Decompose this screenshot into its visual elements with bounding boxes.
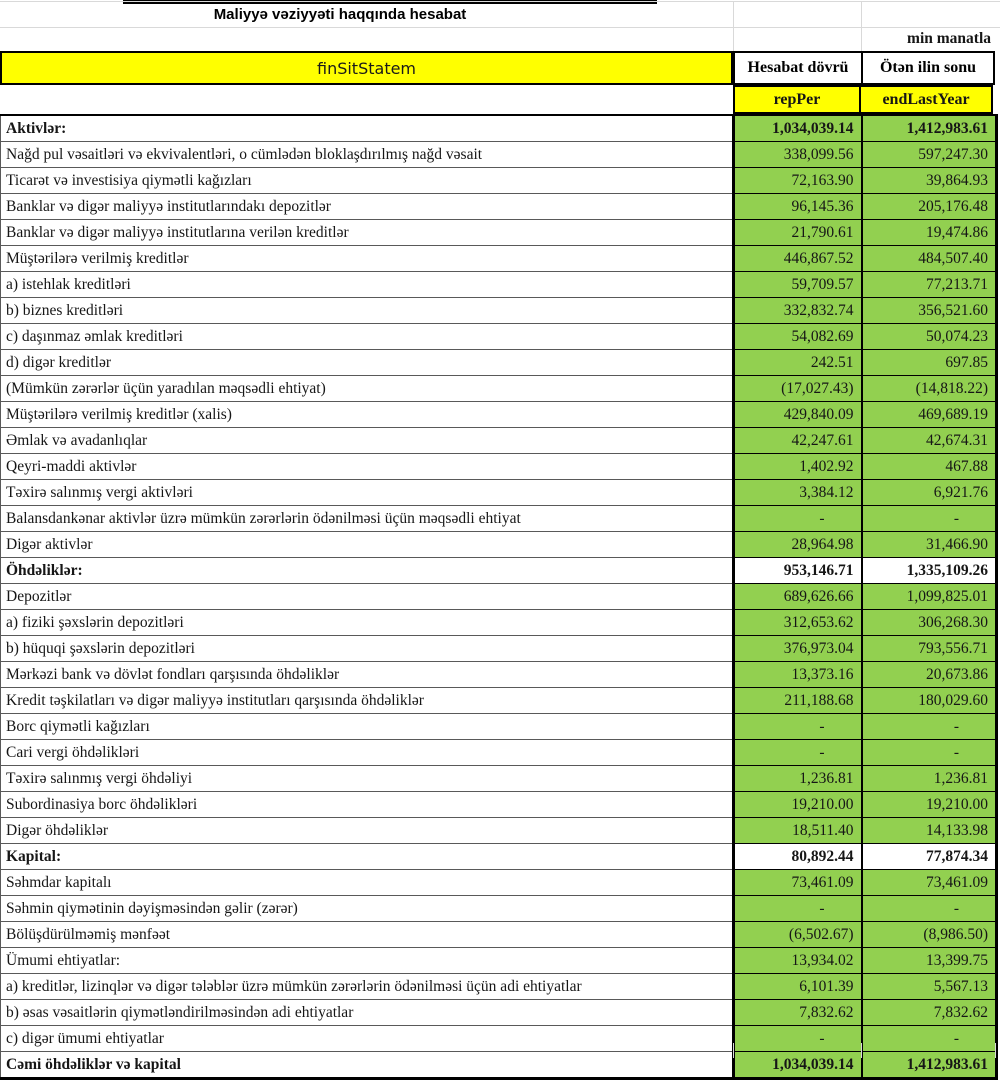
- row-label-cell[interactable]: (Mümkün zərərlər üçün yaradılan məqsədli ehtiyat): [1, 376, 734, 402]
- rep-per-value-cell[interactable]: 13,373.16: [734, 662, 862, 688]
- table-row: [1, 662, 997, 688]
- form-code-cell[interactable]: [0, 51, 733, 85]
- end-last-year-value-cell[interactable]: (14,818.22): [862, 376, 997, 402]
- row-label-cell[interactable]: Banklar və digər maliyyə institutlarındakı depozitlər: [1, 194, 734, 220]
- table-row: [1, 220, 997, 246]
- table-row: [1, 558, 997, 584]
- gridline: [0, 1, 1000, 2]
- table-row: [1, 402, 997, 428]
- header-row: [0, 51, 995, 85]
- rep-per-value-cell[interactable]: 54,082.69: [734, 324, 862, 350]
- rep-per-value-cell[interactable]: 332,832.74: [734, 298, 862, 324]
- row-label-cell[interactable]: Təxirə salınmış vergi öhdəliyi: [1, 766, 734, 792]
- table-row: [1, 142, 997, 168]
- rep-per-value-cell[interactable]: 73,461.09: [734, 870, 862, 896]
- statement-table-body: [1, 115, 997, 1079]
- row-label-cell[interactable]: Öhdəliklər:: [1, 558, 734, 584]
- table-row: [1, 506, 997, 532]
- rep-per-value-cell[interactable]: 80,892.44: [734, 844, 862, 870]
- rep-per-code-label: repPer: [773, 90, 821, 108]
- statement-table: [0, 114, 998, 1080]
- end-last-year-value-cell[interactable]: 14,133.98: [862, 818, 997, 844]
- report-title: Maliyyə vəziyyəti haqqında hesabat: [213, 6, 467, 23]
- rep-per-value-cell[interactable]: 953,146.71: [734, 558, 862, 584]
- end-last-year-value-cell[interactable]: 20,673.86: [862, 662, 997, 688]
- row-label-cell[interactable]: Qeyri-maddi aktivlər: [1, 454, 734, 480]
- table-row: [1, 428, 997, 454]
- end-last-year-value-cell[interactable]: -: [862, 896, 997, 922]
- row-label-cell[interactable]: a) kreditlər, lizinqlər və digər tələblər üzrə mümkün zərərlərin ödənilməsi üçün adi ehtiyatlar: [1, 974, 734, 1000]
- row-label-cell[interactable]: Mərkəzi bank və dövlət fondları qarşısında öhdəliklər: [1, 662, 734, 688]
- end-last-year-value-cell[interactable]: 1,412,983.61: [862, 115, 997, 142]
- row-label-cell[interactable]: d) digər kreditlər: [1, 350, 734, 376]
- end-last-year-value-cell[interactable]: -: [862, 506, 997, 532]
- row-label-cell[interactable]: b) biznes kreditləri: [1, 298, 734, 324]
- end-last-year-value-cell[interactable]: 1,412,983.61: [862, 1052, 997, 1079]
- row-label-cell[interactable]: Depozitlər: [1, 584, 734, 610]
- rep-per-value-cell[interactable]: 96,145.36: [734, 194, 862, 220]
- table-row: [1, 324, 997, 350]
- rep-per-value-cell[interactable]: -: [734, 740, 862, 766]
- end-last-year-value-cell[interactable]: 77,874.34: [862, 844, 997, 870]
- end-last-year-value-cell[interactable]: 597,247.30: [862, 142, 997, 168]
- rep-per-value-cell[interactable]: 18,511.40: [734, 818, 862, 844]
- table-row: [1, 1000, 997, 1026]
- end-last-year-value-cell[interactable]: 356,521.60: [862, 298, 997, 324]
- table-row: [1, 688, 997, 714]
- row-label-cell[interactable]: Təxirə salınmış vergi aktivləri: [1, 480, 734, 506]
- end-last-year-value-cell[interactable]: 6,921.76: [862, 480, 997, 506]
- table-row: [1, 1026, 997, 1052]
- row-label-cell[interactable]: Digər öhdəliklər: [1, 818, 734, 844]
- table-row: [1, 636, 997, 662]
- report-title-cell[interactable]: [25, 3, 655, 27]
- row-label-cell[interactable]: Ümumi ehtiyatlar:: [1, 948, 734, 974]
- row-label-cell[interactable]: b) əsas vəsaitlərin qiymətləndirilməsindən adi ehtiyatlar: [1, 1000, 734, 1026]
- table-row: [1, 115, 997, 142]
- table-row: [1, 766, 997, 792]
- gridline: [995, 1043, 996, 1058]
- code-row-spacer: [0, 85, 733, 114]
- rep-per-value-cell[interactable]: -: [734, 714, 862, 740]
- row-label-cell[interactable]: Müştərilərə verilmiş kreditlər (xalis): [1, 402, 734, 428]
- rep-per-value-cell[interactable]: 1,402.92: [734, 454, 862, 480]
- row-label-cell[interactable]: a) istehlak kreditləri: [1, 272, 734, 298]
- table-row: [1, 896, 997, 922]
- row-label-cell[interactable]: Kapital:: [1, 844, 734, 870]
- rep-per-value-cell[interactable]: 6,101.39: [734, 974, 862, 1000]
- rep-per-value-cell[interactable]: 446,867.52: [734, 246, 862, 272]
- table-row: [1, 532, 997, 558]
- gridline: [861, 1043, 862, 1058]
- table-row: [1, 168, 997, 194]
- rep-per-value-cell[interactable]: (6,502.67): [734, 922, 862, 948]
- end-last-year-value-cell[interactable]: 697.85: [862, 350, 997, 376]
- rep-per-value-cell[interactable]: 21,790.61: [734, 220, 862, 246]
- end-last-year-value-cell[interactable]: -: [862, 714, 997, 740]
- table-row: [1, 454, 997, 480]
- row-label-cell[interactable]: a) fiziki şəxslərin depozitləri: [1, 610, 734, 636]
- rep-per-value-cell[interactable]: 242.51: [734, 350, 862, 376]
- row-label-cell[interactable]: Əmlak və avadanlıqlar: [1, 428, 734, 454]
- end-last-year-value-cell[interactable]: 205,176.48: [862, 194, 997, 220]
- row-label-cell[interactable]: c) daşınmaz əmlak kreditləri: [1, 324, 734, 350]
- gridline: [0, 27, 1000, 28]
- code-row: [0, 85, 995, 114]
- table-row: [1, 298, 997, 324]
- rep-per-value-cell[interactable]: 19,210.00: [734, 792, 862, 818]
- row-label-cell[interactable]: Cari vergi öhdəlikləri: [1, 740, 734, 766]
- end-last-year-value-cell[interactable]: -: [862, 1026, 997, 1052]
- rep-per-value-cell[interactable]: 28,964.98: [734, 532, 862, 558]
- end-last-year-value-cell[interactable]: 7,832.62: [862, 1000, 997, 1026]
- table-row: [1, 584, 997, 610]
- table-row: [1, 818, 997, 844]
- end-last-year-value-cell[interactable]: 42,674.31: [862, 428, 997, 454]
- row-label-cell[interactable]: Bölüşdürülməmiş mənfəət: [1, 922, 734, 948]
- gridline: [733, 2, 734, 51]
- rep-per-value-cell[interactable]: 42,247.61: [734, 428, 862, 454]
- row-label-cell[interactable]: Subordinasiya borc öhdəlikləri: [1, 792, 734, 818]
- end-last-year-header-label: Ötən ilin sonu: [879, 59, 977, 76]
- row-label-cell[interactable]: Ticarət və investisiya qiymətli kağızları: [1, 168, 734, 194]
- rep-per-value-cell[interactable]: 211,188.68: [734, 688, 862, 714]
- row-label-cell[interactable]: Müştərilərə verilmiş kreditlər: [1, 246, 734, 272]
- table-row: [1, 922, 997, 948]
- end-last-year-value-cell[interactable]: 39,864.93: [862, 168, 997, 194]
- end-last-year-value-cell[interactable]: 793,556.71: [862, 636, 997, 662]
- rep-per-value-cell[interactable]: 429,840.09: [734, 402, 862, 428]
- row-label-cell[interactable]: Balansdankənar aktivlər üzrə mümkün zərərlərin ödənilməsi üçün məqsədli ehtiyat: [1, 506, 734, 532]
- row-label-cell[interactable]: Nağd pul vəsaitləri və ekvivalentləri, o cümlədən bloklaşdırılmış nağd vəsait: [1, 142, 734, 168]
- rep-per-value-cell[interactable]: 7,832.62: [734, 1000, 862, 1026]
- rep-per-value-cell[interactable]: -: [734, 1026, 862, 1052]
- end-last-year-value-cell[interactable]: 5,567.13: [862, 974, 997, 1000]
- table-row: [1, 376, 997, 402]
- row-label-cell[interactable]: Digər aktivlər: [1, 532, 734, 558]
- row-label-cell[interactable]: c) digər ümumi ehtiyatlar: [1, 1026, 734, 1052]
- end-last-year-value-cell[interactable]: 13,399.75: [862, 948, 997, 974]
- gridline: [733, 1043, 734, 1058]
- rep-per-value-cell[interactable]: 1,034,039.14: [734, 115, 862, 142]
- row-label-cell[interactable]: Aktivlər:: [1, 115, 734, 142]
- end-last-year-value-cell[interactable]: 180,029.60: [862, 688, 997, 714]
- table-row: [1, 350, 997, 376]
- end-last-year-value-cell[interactable]: 469,689.19: [862, 402, 997, 428]
- rep-per-value-cell[interactable]: 376,973.04: [734, 636, 862, 662]
- row-label-cell[interactable]: Səhmdar kapitalı: [1, 870, 734, 896]
- rep-per-value-cell[interactable]: 1,034,039.14: [734, 1052, 862, 1079]
- table-row: [1, 480, 997, 506]
- table-row: [1, 870, 997, 896]
- rep-per-value-cell[interactable]: (17,027.43): [734, 376, 862, 402]
- row-label-cell[interactable]: b) hüquqi şəxslərin depozitləri: [1, 636, 734, 662]
- end-last-year-value-cell[interactable]: 1,236.81: [862, 766, 997, 792]
- end-last-year-value-cell[interactable]: 77,213.71: [862, 272, 997, 298]
- end-last-year-header-cell[interactable]: [861, 51, 995, 85]
- end-last-year-value-cell[interactable]: 1,099,825.01: [862, 584, 997, 610]
- rep-per-value-cell[interactable]: 72,163.90: [734, 168, 862, 194]
- end-last-year-value-cell[interactable]: 50,074.23: [862, 324, 997, 350]
- rep-per-value-cell[interactable]: 1,236.81: [734, 766, 862, 792]
- row-label-cell[interactable]: Səhmin qiymətinin dəyişməsindən gəlir (zərər): [1, 896, 734, 922]
- rep-per-value-cell[interactable]: -: [734, 506, 862, 532]
- table-row: [1, 974, 997, 1000]
- row-label-cell[interactable]: Cəmi öhdəliklər və kapital: [1, 1052, 734, 1079]
- end-last-year-value-cell[interactable]: 467.88: [862, 454, 997, 480]
- rep-per-value-cell[interactable]: 59,709.57: [734, 272, 862, 298]
- row-label-cell[interactable]: Kredit təşkilatları və digər maliyyə institutları qarşısında öhdəliklər: [1, 688, 734, 714]
- table-row: [1, 792, 997, 818]
- rep-per-value-cell[interactable]: 338,099.56: [734, 142, 862, 168]
- table-row: [1, 740, 997, 766]
- end-last-year-value-cell[interactable]: 484,507.40: [862, 246, 997, 272]
- row-label-cell[interactable]: Borc qiymətli kağızları: [1, 714, 734, 740]
- reporting-period-header-label: Hesabat dövrü: [747, 59, 849, 76]
- end-last-year-code-label: endLastYear: [882, 90, 970, 108]
- form-code-label: finSitStatem: [316, 58, 417, 78]
- reporting-period-header-cell[interactable]: [733, 51, 861, 85]
- rep-per-value-cell[interactable]: -: [734, 896, 862, 922]
- rep-per-value-cell[interactable]: 13,934.02: [734, 948, 862, 974]
- end-last-year-value-cell[interactable]: 31,466.90: [862, 532, 997, 558]
- row-label-cell[interactable]: Banklar və digər maliyyə institutlarına verilən kreditlər: [1, 220, 734, 246]
- table-row: [1, 948, 997, 974]
- table-row: [1, 844, 997, 870]
- table-row: [1, 246, 997, 272]
- table-row: [1, 1052, 997, 1079]
- rep-per-value-cell[interactable]: 689,626.66: [734, 584, 862, 610]
- end-last-year-value-cell[interactable]: 73,461.09: [862, 870, 997, 896]
- table-row: [1, 194, 997, 220]
- end-last-year-value-cell[interactable]: -: [862, 740, 997, 766]
- end-last-year-value-cell[interactable]: (8,986.50): [862, 922, 997, 948]
- end-last-year-code-cell[interactable]: [859, 85, 993, 114]
- unit-note-cell[interactable]: [861, 27, 991, 51]
- end-last-year-value-cell[interactable]: 19,210.00: [862, 792, 997, 818]
- rep-per-value-cell[interactable]: 312,653.62: [734, 610, 862, 636]
- rep-per-code-cell[interactable]: [733, 85, 861, 114]
- unit-note: min manatla: [907, 30, 991, 47]
- table-row: [1, 272, 997, 298]
- table-row: [1, 610, 997, 636]
- table-row: [1, 714, 997, 740]
- end-last-year-value-cell[interactable]: 306,268.30: [862, 610, 997, 636]
- end-last-year-value-cell[interactable]: 1,335,109.26: [862, 558, 997, 584]
- end-last-year-value-cell[interactable]: 19,474.86: [862, 220, 997, 246]
- rep-per-value-cell[interactable]: 3,384.12: [734, 480, 862, 506]
